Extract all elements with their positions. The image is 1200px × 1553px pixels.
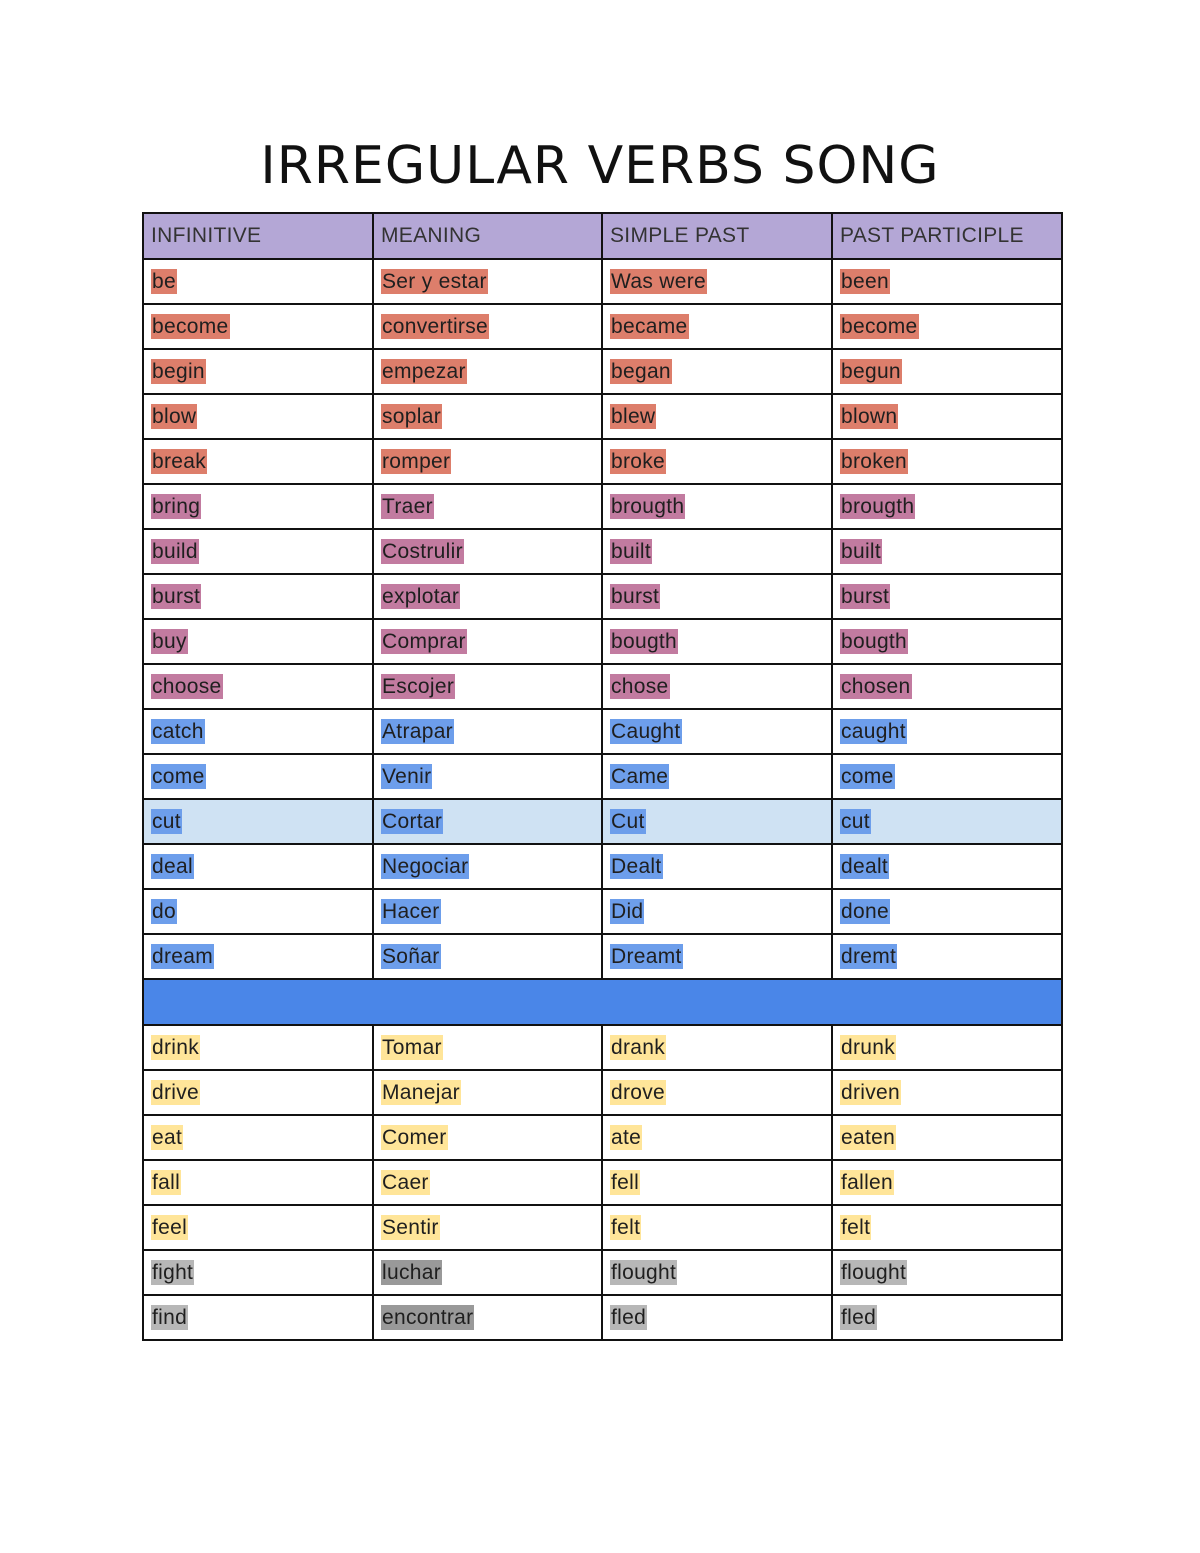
past-participle-text: eaten xyxy=(841,1125,896,1149)
past-participle-text: begun xyxy=(841,359,901,383)
table-row xyxy=(143,889,1062,934)
header-infinitive: INFINITIVE xyxy=(143,213,373,259)
cell-past-participle xyxy=(832,574,1062,619)
cell-past-participle xyxy=(832,619,1062,664)
cell-infinitive xyxy=(143,529,373,574)
cell-past-participle xyxy=(832,754,1062,799)
cell-simple-past xyxy=(602,1250,832,1295)
cell-past-participle xyxy=(832,1025,1062,1070)
table-row xyxy=(143,619,1062,664)
table-row xyxy=(143,1205,1062,1250)
table-row xyxy=(143,439,1062,484)
cell-meaning xyxy=(373,394,602,439)
cell-simple-past xyxy=(602,799,832,844)
cell-infinitive xyxy=(143,1070,373,1115)
past-participle-text: fallen xyxy=(841,1170,894,1194)
meaning-text: convertirse xyxy=(382,314,489,338)
infinitive-text: blow xyxy=(152,404,197,428)
cell-past-participle xyxy=(832,664,1062,709)
meaning-text: Traer xyxy=(382,494,433,518)
simple-past-text: fell xyxy=(611,1170,640,1194)
cell-infinitive xyxy=(143,934,373,979)
simple-past-text: brougth xyxy=(611,494,685,518)
cell-infinitive xyxy=(143,1295,373,1340)
infinitive-text: build xyxy=(152,539,198,563)
cell-meaning xyxy=(373,1205,602,1250)
table-row xyxy=(143,709,1062,754)
past-participle-text: flought xyxy=(841,1260,907,1284)
table-row xyxy=(143,754,1062,799)
simple-past-text: Caught xyxy=(611,719,681,743)
header-meaning: MEANING xyxy=(373,213,602,259)
infinitive-text: break xyxy=(152,449,207,473)
past-participle-text: dealt xyxy=(841,854,889,878)
header-simple-past: SIMPLE PAST xyxy=(602,213,832,259)
infinitive-text: dream xyxy=(152,944,214,968)
cell-meaning xyxy=(373,484,602,529)
cell-infinitive xyxy=(143,394,373,439)
cell-infinitive xyxy=(143,1250,373,1295)
simple-past-text: felt xyxy=(611,1215,641,1239)
cell-meaning xyxy=(373,439,602,484)
cell-past-participle xyxy=(832,1070,1062,1115)
table-row xyxy=(143,1160,1062,1205)
simple-past-text: chose xyxy=(611,674,669,698)
cell-meaning xyxy=(373,574,602,619)
cell-simple-past xyxy=(602,664,832,709)
infinitive-text: begin xyxy=(152,359,205,383)
cell-meaning xyxy=(373,1025,602,1070)
meaning-text: Escojer xyxy=(382,674,455,698)
meaning-text: Venir xyxy=(382,764,432,788)
past-participle-text: driven xyxy=(841,1080,900,1104)
cell-infinitive xyxy=(143,304,373,349)
simple-past-text: Did xyxy=(611,899,644,923)
infinitive-text: bring xyxy=(152,494,201,518)
simple-past-text: Came xyxy=(611,764,669,788)
past-participle-text: fled xyxy=(841,1305,877,1329)
cell-past-participle xyxy=(832,1115,1062,1160)
past-participle-text: built xyxy=(841,539,882,563)
table-row xyxy=(143,394,1062,439)
table-row xyxy=(143,484,1062,529)
cell-simple-past xyxy=(602,889,832,934)
meaning-text: Ser y estar xyxy=(382,269,487,293)
past-participle-text: been xyxy=(841,269,889,293)
meaning-text: soplar xyxy=(382,404,441,428)
cell-simple-past xyxy=(602,1205,832,1250)
meaning-text: Comprar xyxy=(382,629,466,653)
cell-past-participle xyxy=(832,1295,1062,1340)
cell-meaning xyxy=(373,934,602,979)
cell-infinitive xyxy=(143,1160,373,1205)
table-row xyxy=(143,1025,1062,1070)
infinitive-text: cut xyxy=(152,809,181,833)
simple-past-text: Cut xyxy=(611,809,645,833)
cell-past-participle xyxy=(832,259,1062,304)
cell-past-participle xyxy=(832,709,1062,754)
infinitive-text: feel xyxy=(152,1215,188,1239)
cell-simple-past xyxy=(602,259,832,304)
meaning-text: romper xyxy=(382,449,451,473)
cell-simple-past xyxy=(602,304,832,349)
simple-past-text: ate xyxy=(611,1125,642,1149)
table-row xyxy=(143,259,1062,304)
cell-past-participle xyxy=(832,439,1062,484)
cell-simple-past xyxy=(602,844,832,889)
separator-cell xyxy=(143,979,1062,1025)
cell-meaning xyxy=(373,349,602,394)
meaning-text: Hacer xyxy=(382,899,440,923)
infinitive-text: be xyxy=(152,269,176,293)
cell-meaning xyxy=(373,1070,602,1115)
page-title: IRREGULAR VERBS SONG xyxy=(260,136,940,196)
infinitive-text: buy xyxy=(152,629,187,653)
cell-past-participle xyxy=(832,889,1062,934)
infinitive-text: come xyxy=(152,764,205,788)
simple-past-text: blew xyxy=(611,404,656,428)
infinitive-text: find xyxy=(152,1305,188,1329)
cell-past-participle xyxy=(832,799,1062,844)
cell-simple-past xyxy=(602,619,832,664)
simple-past-text: began xyxy=(611,359,671,383)
simple-past-text: broke xyxy=(611,449,666,473)
meaning-text: Sentir xyxy=(382,1215,439,1239)
cell-infinitive xyxy=(143,484,373,529)
past-participle-text: blown xyxy=(841,404,898,428)
meaning-text: Soñar xyxy=(382,944,440,968)
cell-past-participle xyxy=(832,349,1062,394)
separator-row xyxy=(143,979,1062,1025)
cell-past-participle xyxy=(832,1160,1062,1205)
simple-past-text: Dreamt xyxy=(611,944,682,968)
table-row xyxy=(143,304,1062,349)
meaning-text: Manejar xyxy=(382,1080,460,1104)
cell-meaning xyxy=(373,259,602,304)
cell-meaning xyxy=(373,664,602,709)
table-row xyxy=(143,844,1062,889)
simple-past-text: flought xyxy=(611,1260,677,1284)
cell-past-participle xyxy=(832,1205,1062,1250)
meaning-text: explotar xyxy=(382,584,460,608)
table-row xyxy=(143,664,1062,709)
cell-simple-past xyxy=(602,484,832,529)
table-row xyxy=(143,349,1062,394)
cell-simple-past xyxy=(602,529,832,574)
meaning-text: Tomar xyxy=(382,1035,442,1059)
infinitive-text: fall xyxy=(152,1170,181,1194)
simple-past-text: drove xyxy=(611,1080,666,1104)
table-row xyxy=(143,1070,1062,1115)
simple-past-text: fled xyxy=(611,1305,647,1329)
verbs-table xyxy=(142,212,1063,1341)
past-participle-text: cut xyxy=(841,809,870,833)
past-participle-text: done xyxy=(841,899,889,923)
cell-simple-past xyxy=(602,1295,832,1340)
cell-infinitive xyxy=(143,349,373,394)
meaning-text: Caer xyxy=(382,1170,429,1194)
infinitive-text: become xyxy=(152,314,229,338)
table-row xyxy=(143,799,1062,844)
cell-past-participle xyxy=(832,1250,1062,1295)
cell-past-participle xyxy=(832,934,1062,979)
simple-past-text: built xyxy=(611,539,652,563)
table-row xyxy=(143,1295,1062,1340)
table-row xyxy=(143,1115,1062,1160)
meaning-text: Comer xyxy=(382,1125,447,1149)
infinitive-text: catch xyxy=(152,719,204,743)
infinitive-text: eat xyxy=(152,1125,183,1149)
meaning-text: Cortar xyxy=(382,809,443,833)
past-participle-text: felt xyxy=(841,1215,871,1239)
infinitive-text: burst xyxy=(152,584,201,608)
cell-simple-past xyxy=(602,439,832,484)
table-row xyxy=(143,1250,1062,1295)
infinitive-text: do xyxy=(152,899,176,923)
simple-past-text: Dealt xyxy=(611,854,662,878)
cell-infinitive xyxy=(143,1025,373,1070)
cell-meaning xyxy=(373,304,602,349)
cell-past-participle xyxy=(832,844,1062,889)
cell-simple-past xyxy=(602,349,832,394)
simple-past-text: drank xyxy=(611,1035,666,1059)
meaning-text: luchar xyxy=(382,1260,441,1284)
cell-simple-past xyxy=(602,1025,832,1070)
past-participle-text: burst xyxy=(841,584,890,608)
past-participle-text: chosen xyxy=(841,674,911,698)
cell-meaning xyxy=(373,754,602,799)
meaning-text: Negociar xyxy=(382,854,469,878)
cell-meaning xyxy=(373,1295,602,1340)
cell-infinitive xyxy=(143,844,373,889)
infinitive-text: fight xyxy=(152,1260,194,1284)
cell-meaning xyxy=(373,619,602,664)
cell-infinitive xyxy=(143,754,373,799)
cell-infinitive xyxy=(143,664,373,709)
simple-past-text: became xyxy=(611,314,688,338)
cell-simple-past xyxy=(602,574,832,619)
past-participle-text: dremt xyxy=(841,944,897,968)
cell-infinitive xyxy=(143,1115,373,1160)
cell-past-participle xyxy=(832,394,1062,439)
cell-past-participle xyxy=(832,529,1062,574)
simple-past-text: Was were xyxy=(611,269,706,293)
cell-simple-past xyxy=(602,709,832,754)
infinitive-text: deal xyxy=(152,854,193,878)
cell-infinitive xyxy=(143,709,373,754)
header-past-participle: PAST PARTICIPLE xyxy=(832,213,1062,259)
cell-past-participle xyxy=(832,484,1062,529)
cell-meaning xyxy=(373,529,602,574)
header-row xyxy=(143,213,1062,259)
cell-past-participle xyxy=(832,304,1062,349)
cell-meaning xyxy=(373,1250,602,1295)
cell-simple-past xyxy=(602,934,832,979)
verbs-table-body xyxy=(143,259,1062,1340)
cell-meaning xyxy=(373,1115,602,1160)
cell-simple-past xyxy=(602,1115,832,1160)
infinitive-text: drive xyxy=(152,1080,200,1104)
past-participle-text: broken xyxy=(841,449,908,473)
cell-simple-past xyxy=(602,394,832,439)
cell-meaning xyxy=(373,709,602,754)
cell-infinitive xyxy=(143,889,373,934)
cell-simple-past xyxy=(602,1160,832,1205)
cell-meaning xyxy=(373,844,602,889)
meaning-text: Costrulir xyxy=(382,539,463,563)
table-row xyxy=(143,934,1062,979)
past-participle-text: come xyxy=(841,764,894,788)
past-participle-text: drunk xyxy=(841,1035,896,1059)
past-participle-text: become xyxy=(841,314,918,338)
cell-infinitive xyxy=(143,439,373,484)
cell-infinitive xyxy=(143,799,373,844)
past-participle-text: bougth xyxy=(841,629,908,653)
meaning-text: empezar xyxy=(382,359,466,383)
cell-meaning xyxy=(373,889,602,934)
simple-past-text: bougth xyxy=(611,629,678,653)
simple-past-text: burst xyxy=(611,584,660,608)
cell-infinitive xyxy=(143,619,373,664)
cell-simple-past xyxy=(602,754,832,799)
meaning-text: encontrar xyxy=(382,1305,474,1329)
cell-meaning xyxy=(373,1160,602,1205)
cell-meaning xyxy=(373,799,602,844)
infinitive-text: drink xyxy=(152,1035,200,1059)
table-row xyxy=(143,574,1062,619)
cell-simple-past xyxy=(602,1070,832,1115)
meaning-text: Atrapar xyxy=(382,719,453,743)
table-row xyxy=(143,529,1062,574)
cell-infinitive xyxy=(143,574,373,619)
past-participle-text: brougth xyxy=(841,494,915,518)
infinitive-text: choose xyxy=(152,674,222,698)
cell-infinitive xyxy=(143,1205,373,1250)
cell-infinitive xyxy=(143,259,373,304)
past-participle-text: caught xyxy=(841,719,906,743)
